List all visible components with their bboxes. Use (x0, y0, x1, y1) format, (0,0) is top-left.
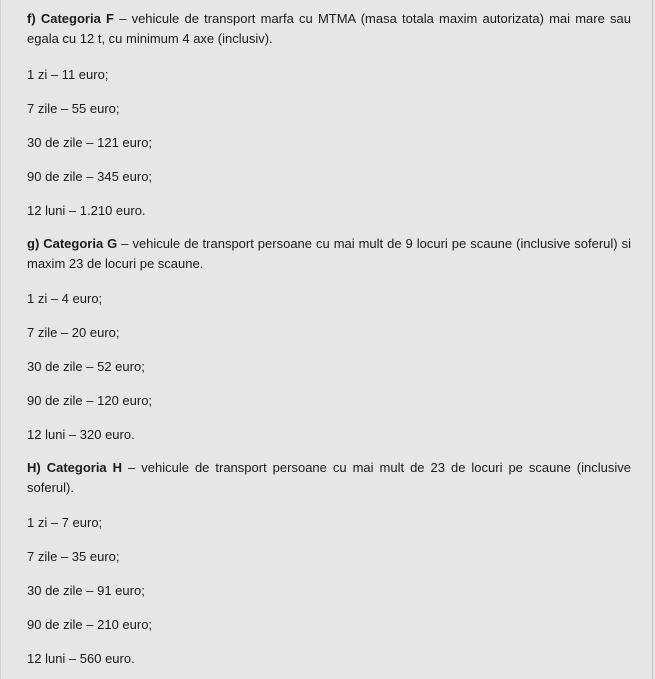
category-h-price-7-days: 7 zile – 35 euro; (27, 549, 120, 564)
category-f-price-90-days: 90 de zile – 345 euro; (27, 169, 153, 184)
category-g-price-1-day: 1 zi – 4 euro; (27, 291, 103, 306)
category-f-price-12-months: 12 luni – 1.210 euro. (27, 203, 146, 218)
category-g-title: g) Categoria G (27, 236, 118, 251)
category-h-heading (27, 458, 631, 498)
category-g-price-7-days: 7 zile – 20 euro; (27, 325, 120, 340)
category-f-price-30-days: 30 de zile – 121 euro; (27, 135, 153, 150)
category-f-heading (27, 9, 631, 49)
category-f-title: f) Categoria F (27, 11, 114, 26)
category-h-title: H) Categoria H (27, 460, 123, 475)
category-h-price-90-days: 90 de zile – 210 euro; (27, 617, 153, 632)
category-g-heading (27, 234, 631, 274)
category-h-price-12-months: 12 luni – 560 euro. (27, 651, 135, 666)
category-h-price-30-days: 30 de zile – 91 euro; (27, 583, 145, 598)
category-h-description: – vehicule de transport persoane cu mai mult de 23 de locuri pe scaune (inclusive soferul). (27, 460, 631, 495)
category-h-price-1-day: 1 zi – 7 euro; (27, 515, 103, 530)
category-g-price-30-days: 30 de zile – 52 euro; (27, 359, 145, 374)
category-f-price-1-day: 1 zi – 11 euro; (27, 67, 109, 82)
category-g-description: – vehicule de transport persoane cu mai mult de 9 locuri pe scaune (inclusive soferul) si maxim 23 de locuri pe scaune. (27, 236, 631, 271)
category-f-description: – vehicule de transport marfa cu MTMA (masa totala maxim autorizata) mai mare sau egala cu 12 t, cu minimum 4 axe (inclusiv). (27, 11, 631, 46)
category-g-price-12-months: 12 luni – 320 euro. (27, 427, 135, 442)
category-f-price-7-days: 7 zile – 55 euro; (27, 101, 120, 116)
category-g-price-90-days: 90 de zile – 120 euro; (27, 393, 153, 408)
